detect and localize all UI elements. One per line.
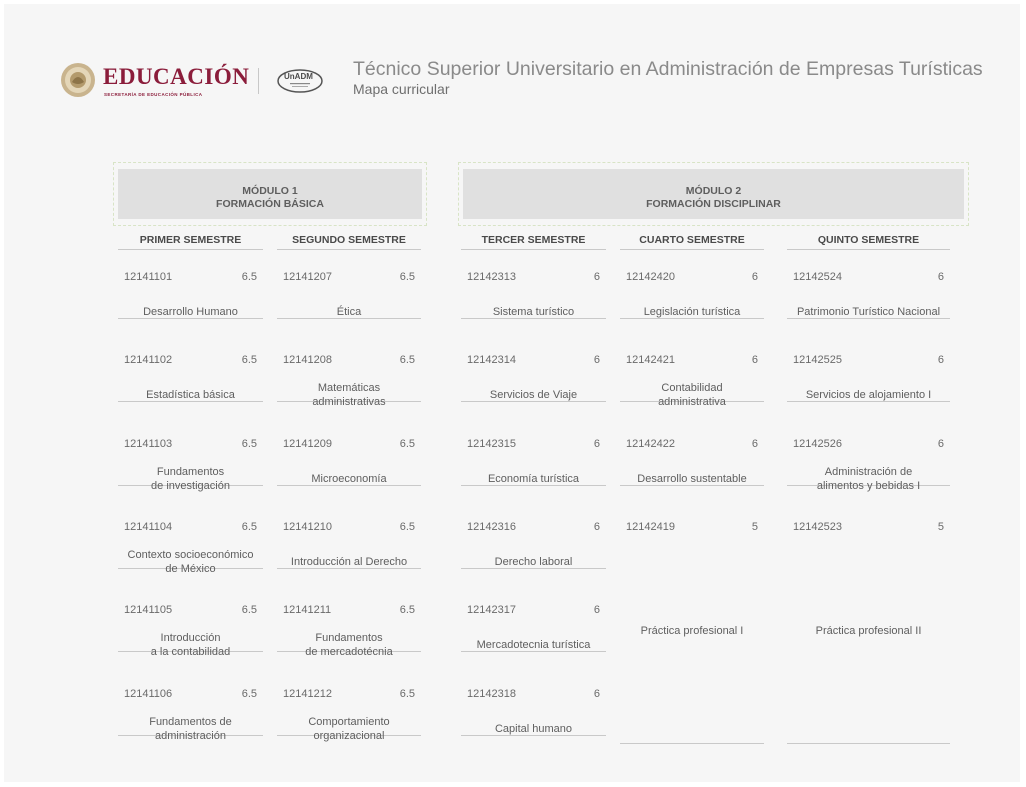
course-code: 12141207 xyxy=(283,271,332,283)
course-code: 12142421 xyxy=(626,354,675,366)
course-credits: 6 xyxy=(751,271,758,283)
course-card xyxy=(118,235,263,319)
course-card xyxy=(461,485,606,569)
course-credits: 6 xyxy=(751,354,758,366)
course-code: 12142525 xyxy=(793,354,842,366)
course-card xyxy=(118,652,263,742)
course-credits: 6.5 xyxy=(241,354,257,366)
course-credits: 6.5 xyxy=(241,271,257,283)
practica-card xyxy=(787,519,950,744)
course-name: Comportamiento organizacional xyxy=(308,716,390,742)
module-name: FORMACIÓN BÁSICA xyxy=(216,198,324,210)
semester-title: QUINTO SEMESTRE xyxy=(787,233,950,250)
course-name: Derecho laboral xyxy=(494,556,573,568)
course-card xyxy=(620,402,764,486)
course-name: Servicios de alojamiento I xyxy=(805,389,932,401)
course-code: 12142318 xyxy=(467,688,516,700)
logo-divider xyxy=(258,68,259,94)
course-credits: 6.5 xyxy=(241,438,257,450)
course-credits: 6 xyxy=(593,271,600,283)
course-name: Ética xyxy=(336,306,362,318)
module-2-header xyxy=(458,162,969,226)
semester-column xyxy=(620,233,764,753)
course-code: 12142422 xyxy=(626,438,675,450)
course-card xyxy=(277,235,421,319)
course-card xyxy=(461,568,606,652)
course-code: 12141101 xyxy=(124,271,173,283)
course-card xyxy=(787,235,950,319)
semester-column xyxy=(787,233,950,753)
course-credits: 6.5 xyxy=(399,271,415,283)
course-name: Introducción al Derecho xyxy=(290,556,408,568)
course-credits: 6 xyxy=(937,438,944,450)
course-code: 12142315 xyxy=(467,438,516,450)
course-credits: 6 xyxy=(593,604,600,616)
course-credits: 6.5 xyxy=(399,354,415,366)
course-name: Desarrollo Humano xyxy=(143,306,238,318)
course-code: 12142524 xyxy=(793,271,842,283)
course-credits: 5 xyxy=(937,521,944,533)
course-name: Introducción a la contabilidad xyxy=(150,632,231,658)
program-subtitle: Mapa curricular xyxy=(353,81,450,97)
logo-wordmark: EDUCACIÓN xyxy=(103,64,250,89)
course-name: Fundamentos de administración xyxy=(149,716,232,742)
course-code: 12142420 xyxy=(626,271,675,283)
course-code: 12142523 xyxy=(793,521,842,533)
course-name: Patrimonio Turístico Nacional xyxy=(796,306,941,318)
course-code: 12142419 xyxy=(626,521,675,533)
course-code: 12141211 xyxy=(283,604,332,616)
course-credits: 6 xyxy=(593,688,600,700)
course-name: Matemáticas administrativas xyxy=(312,382,386,408)
course-card xyxy=(620,235,764,319)
course-name: Economía turística xyxy=(487,473,580,485)
module-number: MÓDULO 2 xyxy=(685,185,742,197)
course-name: Contexto socioeconómico de México xyxy=(127,549,254,575)
course-credits: 6.5 xyxy=(399,604,415,616)
course-card xyxy=(620,318,764,408)
unadm-wordmark: UnADM xyxy=(284,72,313,81)
course-code: 12141209 xyxy=(283,438,332,450)
module-label xyxy=(459,185,968,211)
course-card xyxy=(118,318,263,402)
course-card xyxy=(277,568,421,658)
course-card xyxy=(787,402,950,492)
course-name: Estadística básica xyxy=(146,389,235,401)
logo-subtitle: SECRETARÍA DE EDUCACIÓN PÚBLICA xyxy=(104,92,203,97)
course-code: 12141102 xyxy=(124,354,173,366)
course-credits: 6 xyxy=(593,354,600,366)
course-name: Administración de alimentos y bebidas I xyxy=(816,466,921,492)
course-credits: 6 xyxy=(593,438,600,450)
course-code: 12141104 xyxy=(124,521,173,533)
course-card xyxy=(277,485,421,569)
semester-title: TERCER SEMESTRE xyxy=(461,233,606,250)
semester-title: SEGUNDO SEMESTRE xyxy=(277,233,421,250)
course-card xyxy=(277,402,421,486)
course-code: 12141212 xyxy=(283,688,332,700)
course-credits: 6.5 xyxy=(399,688,415,700)
course-name: Práctica profesional II xyxy=(815,625,922,637)
course-credits: 6.5 xyxy=(241,688,257,700)
module-1-header xyxy=(113,162,427,226)
course-code: 12141105 xyxy=(124,604,173,616)
course-credits: 6.5 xyxy=(399,438,415,450)
course-code: 12141210 xyxy=(283,521,332,533)
course-card xyxy=(277,318,421,408)
semester-title: CUARTO SEMESTRE xyxy=(620,233,764,250)
course-name: Fundamentos de mercadotécnia xyxy=(305,632,393,658)
course-credits: 6 xyxy=(751,438,758,450)
course-name: Práctica profesional I xyxy=(640,625,744,637)
course-credits: 6 xyxy=(593,521,600,533)
course-card xyxy=(787,318,950,402)
module-number: MÓDULO 1 xyxy=(242,185,298,197)
course-credits: 6.5 xyxy=(399,521,415,533)
course-credits: 6 xyxy=(937,271,944,283)
course-code: 12142526 xyxy=(793,438,842,450)
course-code: 12142313 xyxy=(467,271,516,283)
course-code: 12141208 xyxy=(283,354,332,366)
course-name: Capital humano xyxy=(494,723,573,735)
semester-column xyxy=(277,233,421,753)
course-card xyxy=(461,235,606,319)
course-card xyxy=(461,652,606,736)
course-code: 12142316 xyxy=(467,521,516,533)
course-card xyxy=(277,652,421,742)
module-label xyxy=(114,185,426,211)
course-name: Sistema turístico xyxy=(492,306,575,318)
course-name: Mercadotecnia turística xyxy=(476,639,591,651)
course-card xyxy=(461,402,606,486)
course-card xyxy=(118,402,263,492)
semester-column xyxy=(461,233,606,753)
course-code: 12141106 xyxy=(124,688,173,700)
program-title: Técnico Superior Universitario en Administración de Empresas Turísticas xyxy=(353,58,983,80)
practica-card xyxy=(620,519,764,744)
course-code: 12142314 xyxy=(467,354,516,366)
course-name: Fundamentos de investigación xyxy=(151,466,230,492)
course-card xyxy=(118,485,263,575)
semester-title: PRIMER SEMESTRE xyxy=(118,233,263,250)
course-code: 12142317 xyxy=(467,604,516,616)
course-credits: 6.5 xyxy=(241,604,257,616)
course-name: Legislación turística xyxy=(643,306,741,318)
course-card xyxy=(461,318,606,402)
course-credits: 6.5 xyxy=(241,521,257,533)
course-code: 12141103 xyxy=(124,438,173,450)
course-credits: 5 xyxy=(751,521,758,533)
course-name: Servicios de Viaje xyxy=(489,389,578,401)
module-name: FORMACIÓN DISCIPLINAR xyxy=(646,198,781,210)
course-credits: 6 xyxy=(937,354,944,366)
course-name: Desarrollo sustentable xyxy=(637,473,747,485)
semester-column xyxy=(118,233,263,753)
course-name: Contabilidad administrativa xyxy=(658,382,726,408)
course-name: Microeconomía xyxy=(311,473,387,485)
course-card xyxy=(118,568,263,658)
mexico-seal-icon xyxy=(60,62,96,98)
